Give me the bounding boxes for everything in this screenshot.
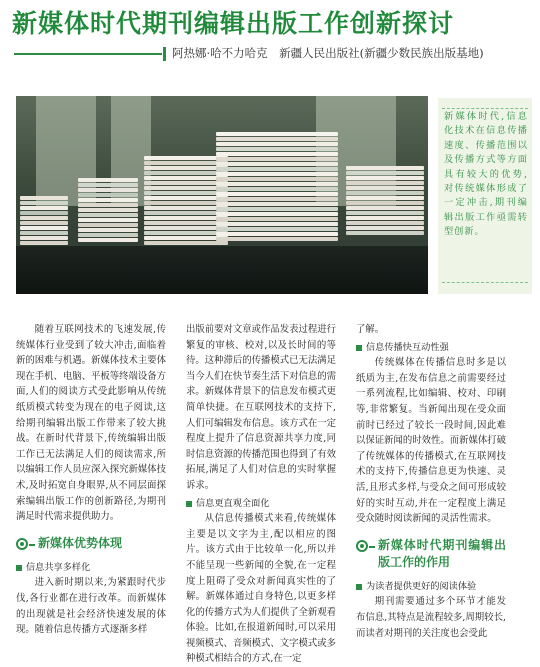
book-stack	[78, 178, 138, 243]
paragraph: 传统媒体在传播信息时多是以纸质为主,在发布信息之前需要经过一系列流程,比如编辑、校对、印刷等,非常繁复。当新闻出现在受众面前时已经过了较长一段时间,因此难以保证新闻的时效性。而新媒体打破了传统媒体的传播模式,在互联网技术的支持下,传播信息更为快速、灵活,且形式多样,与受众之间可形成较好的实时互动,并在一定程度上满足受众随时阅读新闻的灵活性需求。	[356, 357, 507, 525]
paragraph: 出版前要对文章或作品发表过程进行繁复的审核、校对,以及长时间的等待。这种滞后的传播模式已无法满足当今人们在快节奏生活下对信息的需求。新媒体背景下的信息发布模式更简单快捷。在互联网技术的支持下,人们可编辑发布信息。该方式在一定程度上提升了信息资源共享力度,同时信息资源的传播范围也得到了有效拓展,满足了人们对信息的实时掌握诉求。	[186, 324, 337, 491]
paragraph: 了解。	[356, 324, 385, 335]
book-stack	[216, 132, 338, 242]
paragraph: 从信息传播模式来看,传统媒体主要是以文字为主,配以相应的图片。该方式由于比较单一化,所以并不能呈现一些新闻的全貌,在一定程度上阻碍了受众对新闻真实性的了解。新媒体通过自身特色,以更多样化的传播方式为人们提供了全新观看体验。比如,在报道新闻时,可以采用视频模式、音频模式、文字模式或多种模式相结合的方式,在一定	[186, 513, 337, 665]
subheading-text: 信息传播快互动性强	[366, 341, 449, 353]
paragraph: 随着互联网技术的飞速发展,传统媒体行业受到了较大冲击,面临着新的困难与机遇。新媒体技术主要体现在手机、电脑、平板等终端设备方面,人们的阅读方式受此影响从传统纸质模式转变为现在的电子阅读,这给期刊编辑出版工作带来了较大挑战。在新时代背景下,传统编辑出版工作已无法满足人们的阅读需求,所以编辑工作人员应深入探究新媒体技术,及时拓宽自身眼界,从不同层面探索编辑出版工作的创新路径,为期刊满足时代需求提供助力。	[16, 324, 167, 523]
subheading	[186, 496, 336, 512]
sidebar-rule-bottom	[442, 282, 528, 284]
books-photo	[16, 96, 428, 294]
section-heading	[16, 535, 166, 552]
section-heading-text: 新媒体时代期刊编辑出版工作的作用	[378, 537, 506, 569]
section-heading-text: 新媒体优势体现	[38, 535, 123, 550]
byline	[0, 44, 540, 62]
shelf	[16, 246, 428, 294]
square-bullet-icon	[186, 501, 192, 507]
paragraph: 期刊需要通过多个环节才能发布信息,其特点是流程较多,周期较长,而读者对期刊的关注度也会受此	[356, 596, 506, 639]
sidebar-quote	[438, 98, 532, 294]
subheading	[16, 560, 166, 576]
subheading-text: 为读者提供更好的阅读体验	[366, 580, 477, 592]
sidebar-text: 新媒体时代,信息化技术在信息传播速度、传播范围以及传播方式等方面具有较大的优势,对传统媒体形成了一定冲击,期刊编辑出版工作亟需转型创新。	[444, 111, 528, 238]
byline-text: 阿热娜·哈不力哈克 新疆人民出版社(新疆少数民族出版基地)	[172, 46, 484, 60]
column-3	[356, 322, 506, 639]
heading-dash	[369, 546, 375, 548]
square-bullet-icon	[356, 584, 362, 590]
square-bullet-icon	[356, 345, 362, 351]
column-1	[16, 322, 166, 639]
target-icon	[356, 540, 368, 552]
book-stack	[20, 196, 68, 246]
target-icon	[16, 538, 28, 550]
section-heading	[356, 537, 506, 571]
subheading	[356, 340, 506, 356]
book-stack	[346, 166, 424, 236]
square-bullet-icon	[16, 565, 22, 571]
subheading-text: 信息更直观全面化	[196, 497, 270, 509]
byline-bar	[163, 47, 166, 61]
subheading	[356, 579, 506, 595]
byline-rule	[14, 53, 162, 55]
heading-dash	[29, 544, 35, 546]
article-title: 新媒体时代期刊编辑出版工作创新探讨	[12, 9, 455, 38]
subheading-text: 信息共享多样化	[26, 561, 91, 573]
column-2	[186, 322, 337, 665]
paragraph: 进入新时期以来,为紧跟时代步伐,各行业都在进行改革。而新媒体的出现就是社会经济快速发展的体现。随着信息传播方式逐渐多样	[16, 577, 166, 636]
